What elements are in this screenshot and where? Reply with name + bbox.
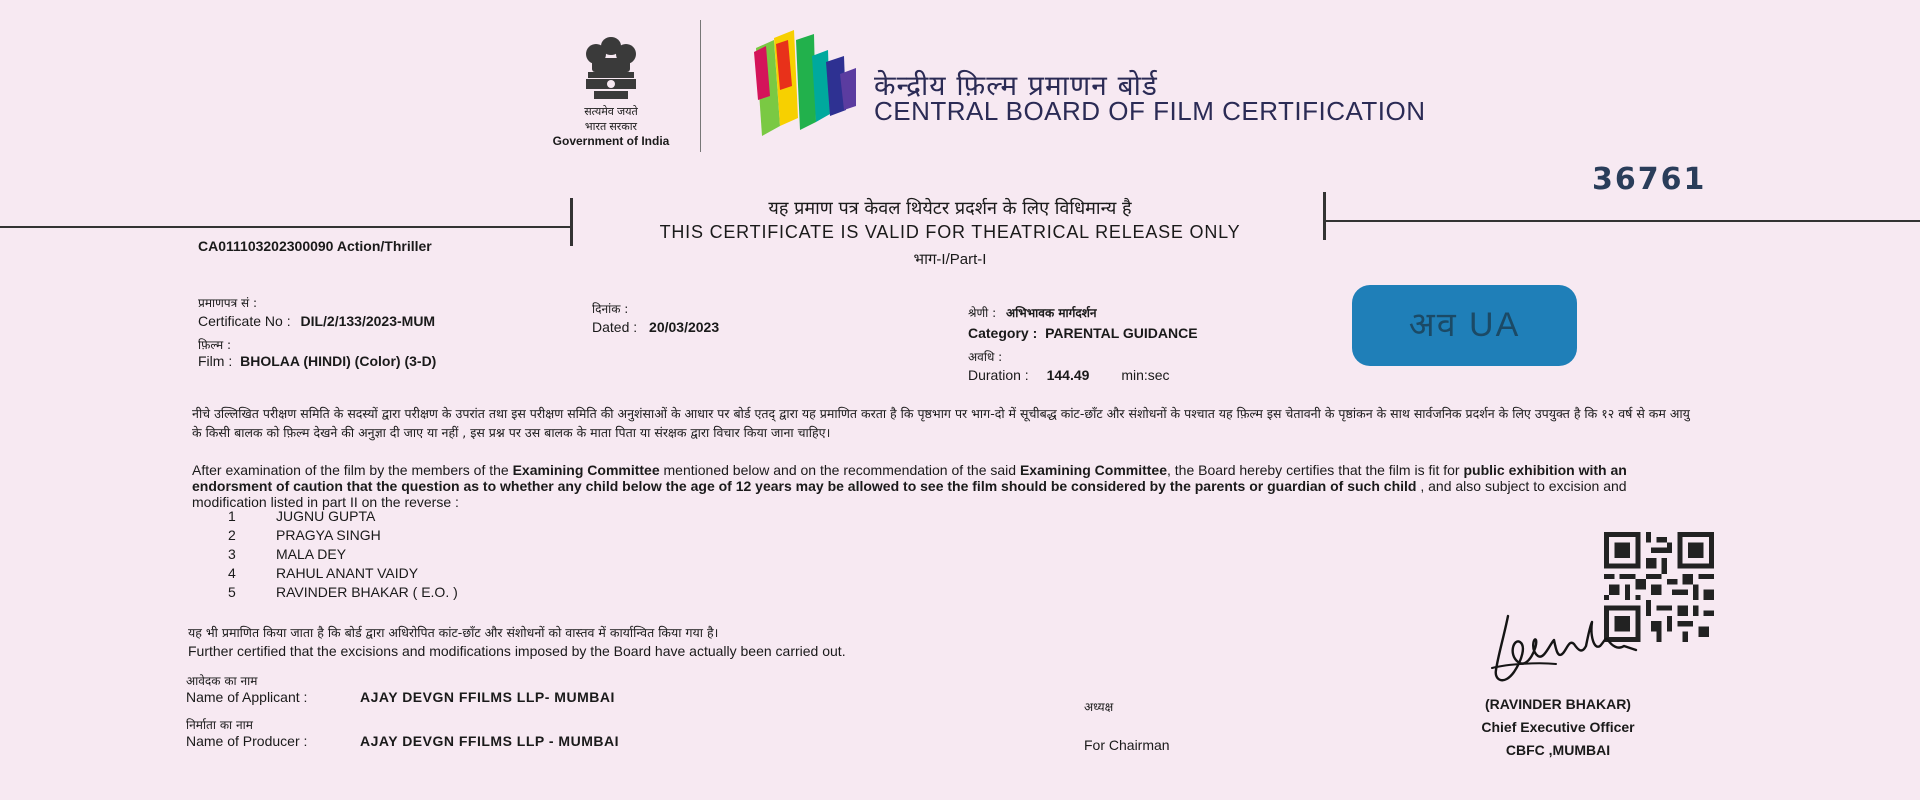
member-number: 5 [228, 584, 236, 600]
producer-field [186, 716, 619, 749]
cbfc-logo-icon [752, 26, 860, 140]
national-emblem [548, 32, 674, 148]
film-label: Film : [198, 353, 233, 369]
rating-badge: अव UA [1352, 285, 1577, 366]
list-item [228, 584, 458, 603]
producer-label-hindi: निर्माता का नाम [186, 718, 253, 732]
signatory-name: (RAVINDER BHAKAR) [1485, 696, 1631, 712]
list-item [228, 527, 458, 546]
body-segment: , the Board hereby certifies that the film is fit for [1167, 462, 1464, 478]
divider-left [0, 226, 572, 228]
part-label: भाग-I/Part-I [913, 251, 987, 268]
divider-left-cap [570, 198, 573, 246]
certification-text-english [192, 462, 1702, 510]
member-name: JUGNU GUPTA [276, 508, 376, 524]
list-item [228, 565, 458, 584]
serial-number: 36761 [1592, 162, 1707, 197]
chairman-label: For Chairman [1084, 737, 1170, 753]
certification-text-hindi: नीचे उल्लिखित परीक्षण समिति के सदस्यों द्वारा परीक्षण के उपरांत तथा इस परीक्षण समिति की अनुशंसाओं के आधार पर बोर्ड एतद् द्वारा यह प्रमाणित करता है कि पृष्ठभाग पर भाग-दो में सूचीबद्ध कांट-छाँट और संशोधनों के पश्चात यह फ़िल्म इस चेतावनी के पृष्ठांकन के साथ सार्वजनिक प्रदर्शन के लिए उपयुक्त है कि १२ वर्ष से कम आयु के किसी बालक को फ़िल्म देखने की अनुज्ञा दी जाए या नहीं , इस प्रश्न पर उस बालक के माता पिता या संरक्षक द्वारा विचार किया जाना चाहिए। [192, 406, 1690, 440]
body-segment: , and also subject to excision and modification listed in part II on the reverse : [192, 478, 1627, 510]
validity-english: THIS CERTIFICATE IS VALID FOR THEATRICAL RELEASE ONLY [659, 222, 1241, 242]
dated-value: 20/03/2023 [649, 319, 720, 335]
body-segment-bold: Examining Committee [512, 462, 660, 478]
producer-label: Name of Producer : [186, 733, 308, 749]
producer-name: AJAY DEVGN FFILMS LLP - MUMBAI [360, 733, 619, 749]
body-segment-bold: public exhibition with an endorsment of caution that the question as to whether any child below the age of 12 years may be allowed to see the film should be considered by the parents or guardian of such child [192, 462, 1627, 494]
divider-right-cap [1323, 192, 1326, 240]
category-label-hindi: श्रेणी : [968, 306, 997, 320]
certificate-label-hindi: प्रमाणपत्र सं : [198, 296, 258, 310]
member-number: 4 [228, 565, 236, 581]
board-name-english: CENTRAL BOARD OF FILM CERTIFICATION [874, 96, 1426, 126]
applicant-label-hindi: आवेदक का नाम [186, 674, 258, 688]
applicant-field [186, 672, 615, 705]
member-name: PRAGYA SINGH [276, 527, 381, 543]
committee-members-list [228, 508, 458, 603]
lion-capital-icon [574, 32, 648, 104]
further-certified-english: Further certified that the excisions and modifications imposed by the Board have actually been carried out. [188, 643, 846, 659]
further-certified-hindi: यह भी प्रमाणित किया जाता है कि बोर्ड द्वारा अधिरोपित कांट-छाँट और संशोधनों को वास्तव में कार्यान्वित किया गया है। [188, 625, 719, 640]
dated-label-hindi: दिनांक : [592, 302, 629, 316]
reference-code: CA011103202300090 Action/Thriller [198, 238, 432, 254]
certificate-label: Certificate No : [198, 313, 291, 329]
certificate-number: DIL/2/133/2023-MUM [300, 313, 436, 329]
duration-label: Duration : [968, 367, 1029, 383]
member-name: RAHUL ANANT VAIDY [276, 565, 419, 581]
board-name-hindi: केन्द्रीय फ़िल्म प्रमाणन बोर्ड [874, 69, 1158, 102]
duration-value: 144.49 [1046, 367, 1090, 383]
chairman-label-hindi: अध्यक्ष [1084, 700, 1114, 714]
signatory-office: CBFC ,MUMBAI [1505, 742, 1611, 758]
duration-field [968, 348, 1170, 383]
member-number: 3 [228, 546, 236, 562]
body-segment-bold: Examining Committee [1019, 462, 1167, 478]
government-english: Government of India [552, 134, 670, 148]
category-value: PARENTAL GUIDANCE [1045, 325, 1198, 341]
list-item [228, 508, 458, 527]
dated-field [592, 300, 719, 335]
signature-icon [1478, 606, 1658, 696]
signatory-title: Chief Executive Officer [1481, 719, 1635, 735]
category-field [968, 304, 1198, 341]
duration-label-hindi: अवधि : [968, 350, 1003, 364]
applicant-name: AJAY DEVGN FFILMS LLP- MUMBAI [360, 689, 615, 705]
signatory-block [1430, 696, 1686, 765]
certificate-number-field [198, 294, 435, 329]
government-hindi: भारत सरकार [584, 121, 638, 133]
list-item [228, 546, 458, 565]
member-number: 1 [228, 508, 236, 524]
divider-right [1326, 220, 1920, 222]
body-segment: After examination of the film by the members of the [192, 462, 513, 478]
dated-label: Dated : [592, 319, 638, 335]
motto: सत्यमेव जयते [584, 106, 638, 118]
category-value-hindi: अभिभावक मार्गदर्शन [1006, 306, 1097, 320]
member-name: MALA DEY [276, 546, 347, 562]
film-title: BHOLAA (HINDI) (Color) (3-D) [240, 353, 437, 369]
member-number: 2 [228, 527, 236, 543]
validity-notice [582, 196, 1318, 269]
film-label-hindi: फ़िल्म : [198, 338, 232, 352]
category-label: Category : [968, 325, 1038, 341]
film-field [198, 336, 436, 369]
member-name: RAVINDER BHAKAR ( E.O. ) [276, 584, 458, 600]
applicant-label: Name of Applicant : [186, 689, 308, 705]
body-segment: mentioned below and on the recommendation of the said [659, 462, 1020, 478]
duration-unit: min:sec [1121, 367, 1170, 383]
validity-hindi: यह प्रमाण पत्र केवल थियेटर प्रदर्शन के लिए विधिमान्य है [768, 198, 1132, 219]
header-divider [700, 20, 701, 152]
